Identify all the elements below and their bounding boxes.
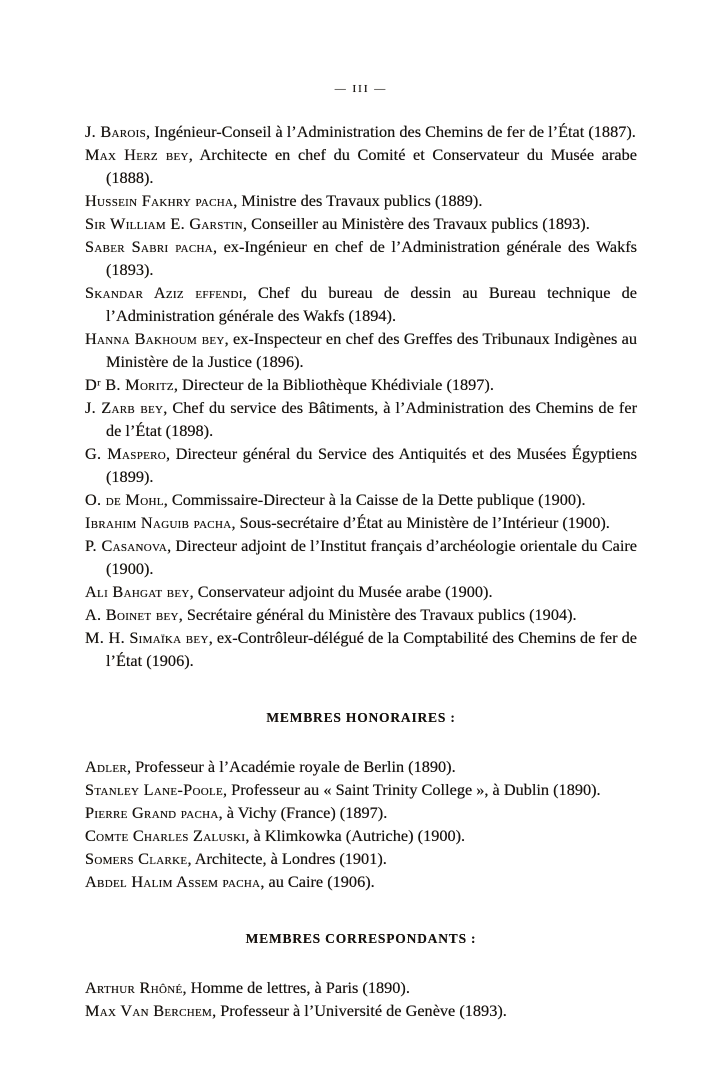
member-list: [85, 976, 637, 1022]
member-name: Sir William E. Garstin: [85, 214, 243, 233]
member-entry: [85, 327, 637, 373]
member-description: , Directeur général du Service des Antiquités et des Musées Égyptiens (1899).: [106, 444, 637, 486]
member-entry: [85, 870, 637, 893]
member-description: , Ingénieur-Conseil à l’Administration des Chemins de fer de l’État (1887).: [146, 122, 636, 141]
member-entry: [85, 212, 637, 235]
member-entry: [85, 847, 637, 870]
member-name: Ali Bahgat bey: [85, 582, 190, 601]
member-name: Hanna Bakhoum bey: [85, 329, 225, 348]
member-name: Adler: [85, 757, 127, 776]
member-description: , Secrétaire général du Ministère des Travaux publics (1904).: [178, 605, 577, 624]
member-description: , Chef du service des Bâtiments, à l’Administration des Chemins de fer de l’État (1898).: [106, 398, 637, 440]
member-name: Arthur Rhôné: [85, 978, 183, 997]
member-section-founding: [85, 120, 637, 672]
member-entry: [85, 534, 637, 580]
member-description: , ex-Inspecteur en chef des Greffes des Tribunaux Indigènes au Ministère de la Justice (1896).: [106, 329, 638, 371]
member-name: M. H. Simaïka bey: [85, 628, 209, 647]
member-entry: [85, 442, 637, 488]
member-name: A. Boinet bey: [85, 605, 179, 624]
member-entry: [85, 488, 637, 511]
member-name: G. Maspero: [85, 444, 167, 463]
member-name: Abdel Halim Assem pacha: [85, 872, 261, 891]
member-name: O. de Mohl: [85, 490, 164, 509]
member-name: Saber Sabri pacha: [85, 237, 214, 256]
member-description: , au Caire (1906).: [260, 872, 375, 891]
member-entry: [85, 778, 637, 801]
member-list: [85, 755, 637, 893]
member-name: Skandar Aziz effendi: [85, 283, 243, 302]
member-entry: [85, 235, 637, 281]
member-entry: [85, 281, 637, 327]
member-description: , Professeur à l’Académie royale de Berlin (1890).: [126, 757, 456, 776]
member-description: , Chef du bureau de dessin au Bureau technique de l’Administration générale des Wakfs (1894).: [106, 283, 637, 325]
member-section-honoraires: [85, 710, 637, 893]
member-entry: [85, 801, 637, 824]
member-description: , Ministre des Travaux publics (1889).: [233, 191, 483, 210]
member-entry: [85, 580, 637, 603]
member-name: J. Zarb bey: [85, 398, 164, 417]
member-description: , Directeur de la Bibliothèque Khédiviale (1897).: [173, 375, 494, 394]
member-description: , à Klimkowka (Autriche) (1900).: [245, 826, 466, 845]
member-name: Pierre Grand pacha: [85, 803, 219, 822]
member-description: , Architecte, à Londres (1901).: [187, 849, 387, 868]
member-entry: [85, 603, 637, 626]
member-entry: [85, 120, 637, 143]
member-entry: [85, 373, 637, 396]
member-description: , Sous-secrétaire d’État au Ministère de l’Intérieur (1900).: [231, 513, 610, 532]
member-description: , Commissaire-Directeur à la Caisse de la Dette publique (1900).: [163, 490, 586, 509]
text-block: [85, 80, 637, 1022]
member-description: , Directeur adjoint de l’Institut français d’archéologie orientale du Caire (1900).: [106, 536, 637, 578]
member-entry: [85, 189, 637, 212]
member-entry: [85, 824, 637, 847]
member-name: Ibrahim Naguib pacha: [85, 513, 232, 532]
section-heading-correspondants: MEMBRES CORRESPONDANTS :: [245, 931, 477, 946]
member-name: Comte Charles Zaluski: [85, 826, 246, 845]
member-name: Max Van Berchem: [85, 1001, 213, 1020]
member-description: , ex-Contrôleur-délégué de la Comptabilité des Chemins de fer de l’État (1906).: [106, 628, 637, 670]
member-description: , Conservateur adjoint du Musée arabe (1900).: [189, 582, 493, 601]
member-entry: [85, 999, 637, 1022]
member-entry: [85, 626, 637, 672]
member-description: , Homme de lettres, à Paris (1890).: [182, 978, 410, 997]
member-description: , à Vichy (France) (1897).: [218, 803, 388, 822]
section-heading-honoraires: MEMBRES HONORAIRES :: [266, 710, 456, 725]
page-number-folio: — III —: [334, 80, 388, 96]
member-section-correspondants: [85, 931, 637, 1022]
member-list: [85, 120, 637, 672]
member-name: Dʳ B. Moritz: [85, 375, 174, 394]
member-entry: [85, 511, 637, 534]
member-description: , Architecte en chef du Comité et Conservateur du Musée arabe (1888).: [106, 145, 637, 187]
member-description: , Conseiller au Ministère des Travaux publics (1893).: [242, 214, 590, 233]
member-name: Stanley Lane-Poole: [85, 780, 223, 799]
member-name: Somers Clarke: [85, 849, 188, 868]
member-entry: [85, 976, 637, 999]
member-description: , ex-Ingénieur en chef de l’Administration générale des Wakfs (1893).: [106, 237, 638, 279]
member-entry: [85, 143, 637, 189]
member-entry: [85, 755, 637, 778]
member-name: P. Casanova: [85, 536, 168, 555]
member-description: , Professeur au « Saint Trinity College », à Dublin (1890).: [223, 780, 601, 799]
member-name: Hussein Fakhry pacha: [85, 191, 234, 210]
member-description: , Professeur à l’Université de Genève (1893).: [212, 1001, 507, 1020]
member-name: J. Barois: [85, 122, 147, 141]
member-name: Max Herz bey: [85, 145, 189, 164]
member-entry: [85, 396, 637, 442]
